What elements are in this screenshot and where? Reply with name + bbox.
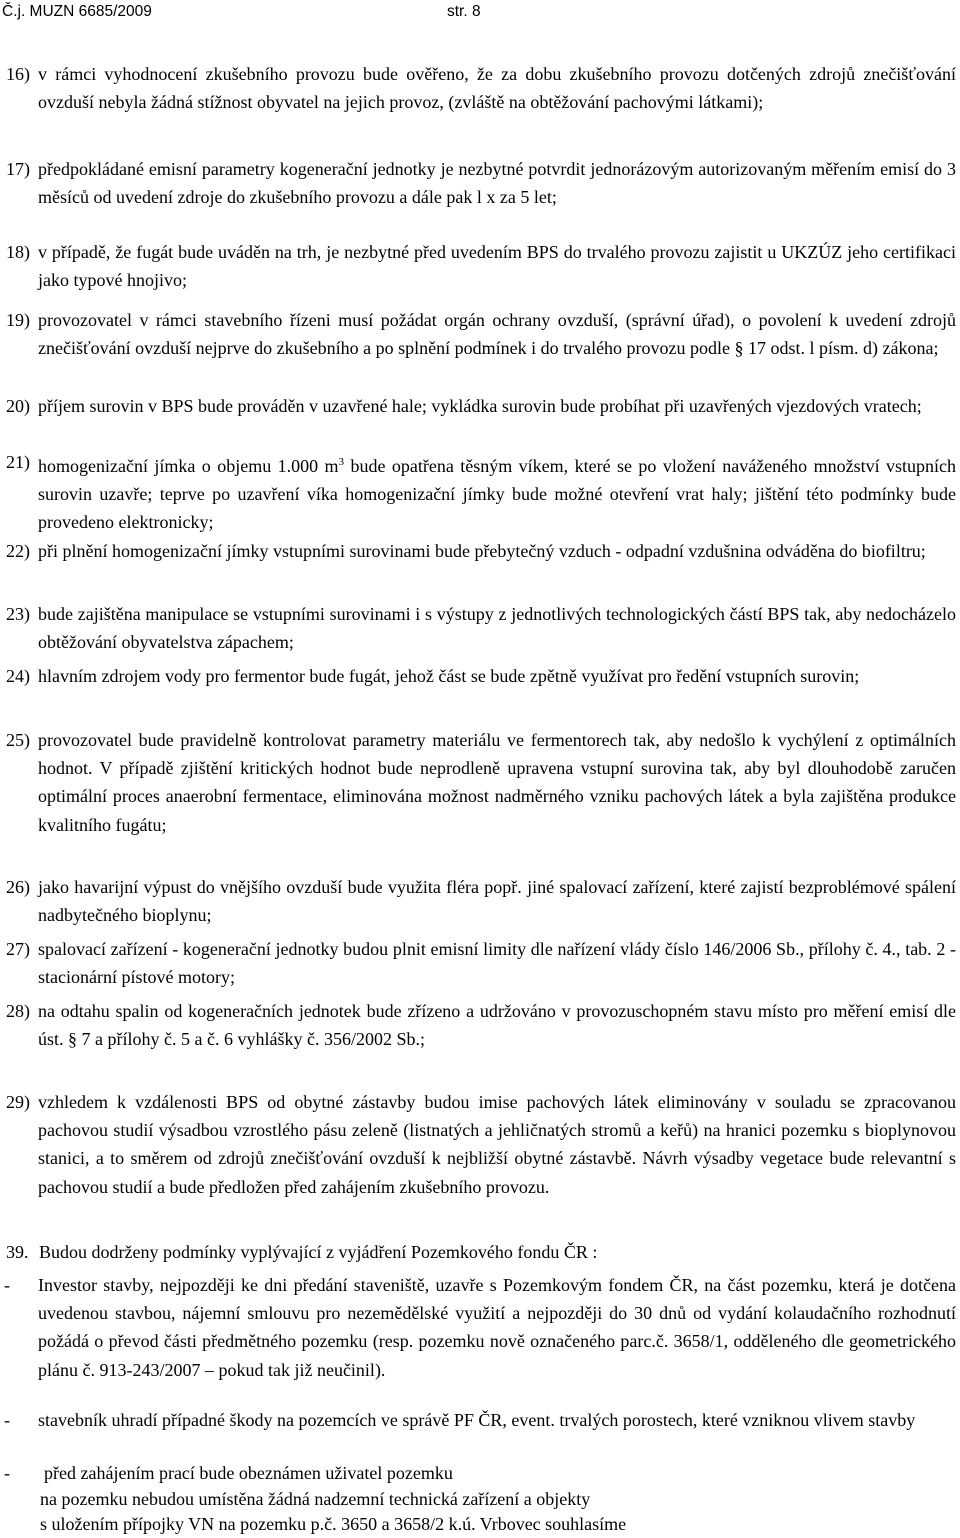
item-text: při plnění homogenizační jímky vstupními surovinami bude přebytečný vzduch - odpadní vzdušnina odváděna do biofiltru; [38,541,926,561]
item-number: 21) [6,452,30,472]
condition-item [6,392,956,420]
condition-item [6,306,956,362]
section-number: 39. [6,1242,29,1262]
item-text: na odtahu spalin od kogeneračních jednotek bude zřízeno a udržováno v provozuschopném stavu místo pro měření emisí dle úst. § 7 a přílohy č. 5 a č. 6 vyhlášky č. 356/2002 Sb.; [38,1001,956,1050]
condition-item [6,60,956,116]
dash-mark: - [4,1463,10,1483]
item-text: provozovatel bude pravidelně kontrolovat parametry materiálu ve fermentorech tak, aby nedošlo k vychýlení z optimálních hodnot. V případě zjištění kritických hodnot bude neprodleně upravena vstupní surovina tak, aby byl dlouhodobě zaručen optimální proces anaerobní fermentace, eliminována možnost nadměrného vzniku pachových látek a byla zajištěna produkce kvalitního fugátu; [38,730,956,835]
condition-item [6,1088,956,1201]
condition-item [6,155,956,211]
condition-item [6,726,956,839]
item-number: 22) [6,541,30,561]
item-text: v rámci vyhodnocení zkušebního provozu bude ověřeno, že za dobu zkušebního provozu dotčených zdrojů znečišťování ovzduší nebyla žádná stížnost obyvatel na jejich provoz, (zvláště na obtěžování pachovými látkami); [38,64,956,113]
superscript: 3 [338,456,345,468]
dash-text: stavebník uhradí případné škody na pozemcích ve správě PF ČR, event. trvalých porostech, které vzniknou vlivem stavby [38,1410,916,1430]
item-text-part: homogenizační jímka o objemu 1.000 m [38,456,339,476]
dash-mark: - [4,1275,10,1295]
item-text: hlavním zdrojem vody pro fermentor bude fugát, jehož část se bude zpětně využívat pro ředění vstupních surovin; [38,666,860,686]
item-number: 25) [6,730,30,750]
dash-text: Investor stavby, nejpozději ke dni předání staveniště, uzavře s Pozemkovým fondem ČR, na část pozemku, která je dotčena uvedenou stavbou, nájemní smlouvu pro nezemědělské využití a nejpozději do 30 dnů od vydání kolaudačního rozhodnutí požádá o převod části předmětného pozemku (resp. pozemku nově označeného parc.č. 3658/1, odděleného dle geometrického plánu č. 913-243/2007 – pokud tak již neučinil). [38,1275,956,1380]
dash-text: před zahájením prací bude obeznámen uživatel pozemku [44,1463,453,1483]
item-text: jako havarijní výpust do vnějšího ovzduší bude využita fléra popř. jiné spalovací zařízení, které zajistí bezproblémové spálení nadbytečného bioplynu; [38,877,956,926]
item-text: spalovací zařízení - kogenerační jednotky budou plnit emisní limity dle nařízení vlády číslo 146/2006 Sb., přílohy č. 4., tab. 2 - stacionární pístové motory; [38,939,956,988]
item-text: bude zajištěna manipulace se vstupními surovinami i s výstupy z jednotlivých technologických částí BPS tak, aby nedocházelo obtěžování obyvatelstva zápachem; [38,604,956,653]
condition-item [6,997,956,1053]
section-text: Budou dodrženy podmínky vyplývající z vyjádření Pozemkového fondu ČR : [39,1242,598,1262]
item-number: 24) [6,666,30,686]
condition-item [6,448,956,537]
dash-item [4,1406,956,1434]
item-number: 29) [6,1092,30,1112]
item-text: vzhledem k vzdálenosti BPS od obytné zástavby budou imise pachových látek eliminovány v souladu se zpracovanou pachovou studií výsadbou vzrostlého pásu zeleně (listnatých a jehličnatých stromů a keřů) na hranici pozemku s bioplynovou stanici, a to směrem od zdrojů znečišťování ovzduší k nejbližší obytné zástavbě. Návrh výsadby vegetace bude relevantní s pachovou studií a bude předložen před zahájením zkušebního provozu. [38,1092,956,1197]
dash-extra-line: s uložením přípojky VN na pozemku p.č. 3650 a 3658/2 k.ú. Vrbovec souhlasíme [40,1514,627,1534]
item-number: 20) [6,396,30,416]
item-number: 26) [6,877,30,897]
item-text: provozovatel v rámci stavebního řízeni musí požádat orgán ochrany ovzduší, (správní úřad), o povolení k uvedení zdrojů znečišťování ovzduší nejprve do zkušebního a po splnění podmínek i do trvalého provozu podle § 17 odst. l písm. d) zákona; [38,310,956,359]
item-number: 27) [6,939,30,959]
item-number: 23) [6,604,30,624]
condition-item [6,537,956,565]
item-text: předpokládané emisní parametry kogenerační jednotky je nezbytné potvrdit jednorázovým autorizovaným měřením emisí do 3 měsíců od uvedení zdroje do zkušebního provozu a dále pak l x za 5 let; [38,159,956,208]
dash-item [4,1271,956,1384]
item-text-part: bude opatřena těsným víkem, které se po vložení naváženého množství vstupních surovin uzavře; teprve po uzavření víka homogenizační jímky bude možné otevření vrat haly; jištění této podmínky bude provedeno elektronicky; [38,456,956,533]
item-number: 16) [6,64,30,84]
item-number: 19) [6,310,30,330]
item-text: příjem surovin v BPS bude prováděn v uzavřené hale; vykládka surovin bude probíhat při uzavřených vjezdových vratech; [38,396,922,416]
item-number: 28) [6,1001,30,1021]
reference-number: Č.j. MUZN 6685/2009 [2,3,152,20]
condition-item [6,662,956,690]
condition-item [6,873,956,929]
item-text [6,448,956,537]
page-header [2,3,481,21]
page-number: str. 8 [447,3,481,20]
condition-item [6,238,956,294]
condition-item [6,935,956,991]
item-number: 18) [6,242,30,262]
condition-item [6,600,956,656]
dash-item [4,1461,956,1538]
section-heading [6,1238,956,1266]
dash-extra-line: na pozemku nebudou umístěna žádná nadzemní technická zařízení a objekty [40,1488,591,1509]
item-number: 17) [6,159,30,179]
dash-mark: - [4,1410,10,1430]
item-text: v případě, že fugát bude uváděn na trh, je nezbytné před uvedením BPS do trvalého provozu zajistit u UKZÚZ jeho certifikaci jako typové hnojivo; [38,242,956,291]
